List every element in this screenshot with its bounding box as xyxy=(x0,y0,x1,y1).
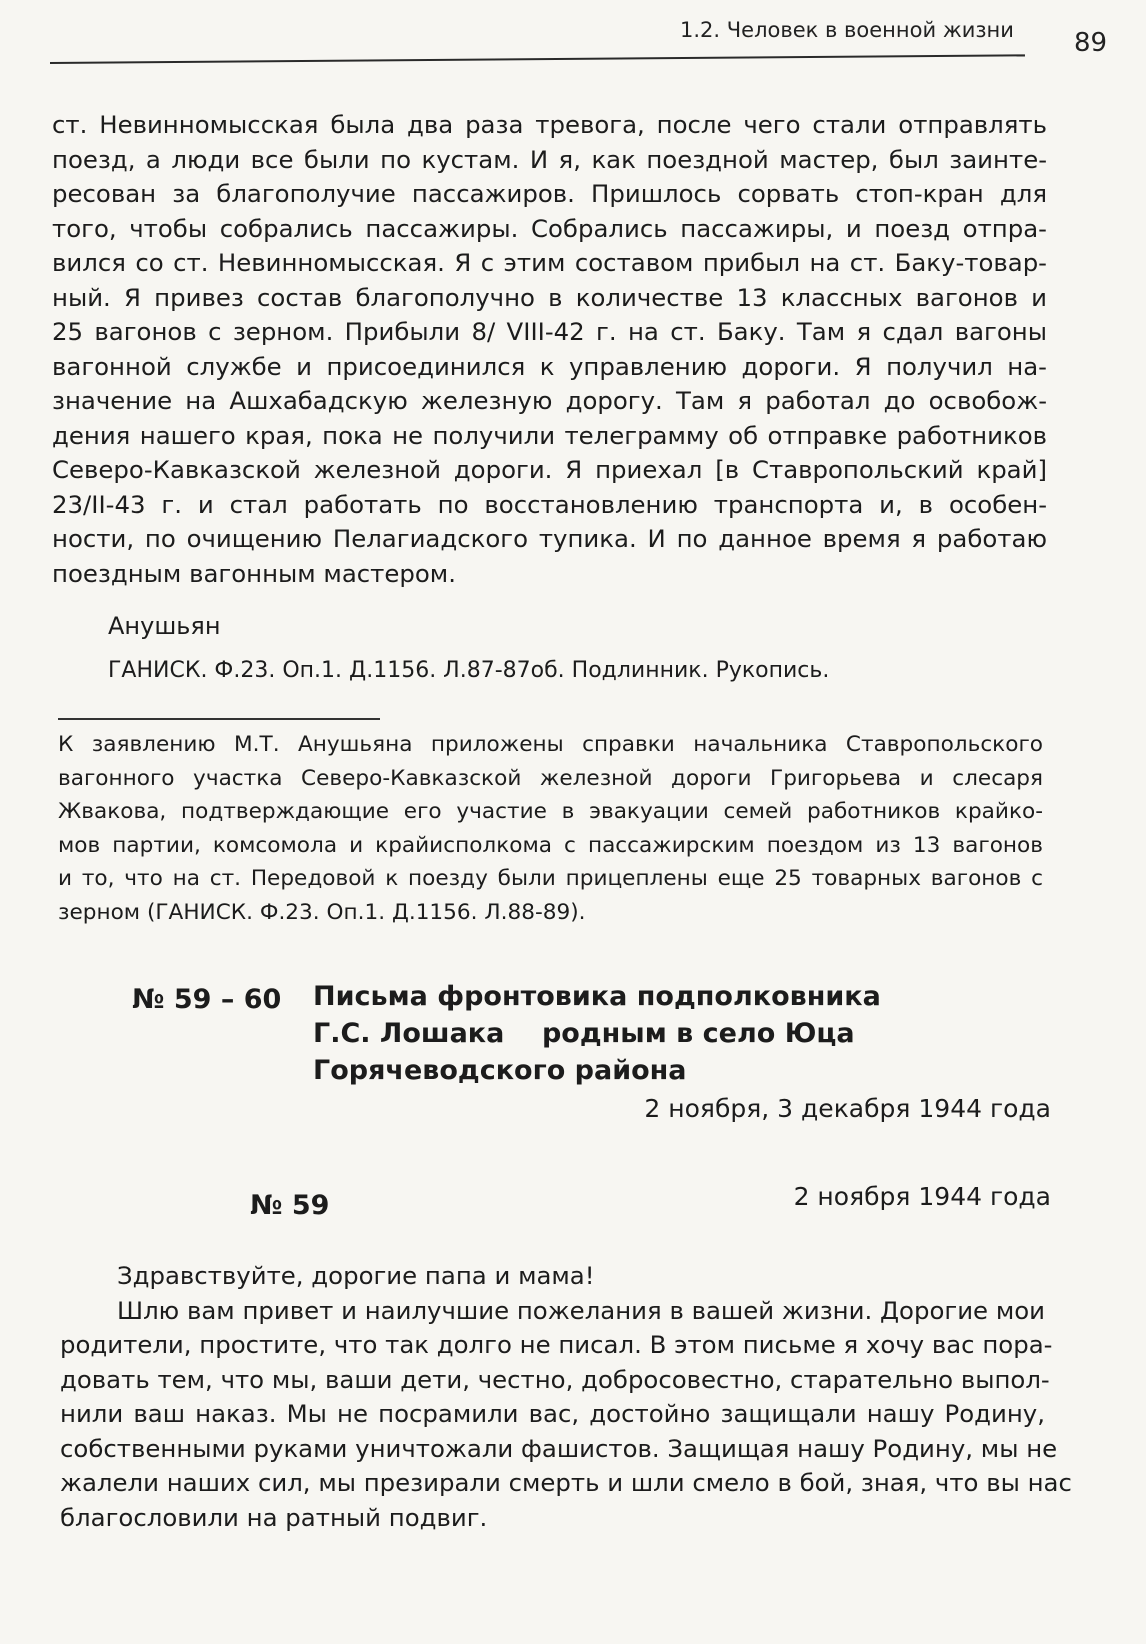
letter-line: довать тем, что мы, ваши дети, честно, добросовестно, старательно выпол- xyxy=(60,1364,1050,1394)
document-number-range: № 59 – 60 xyxy=(132,984,282,1015)
text-line: ст. Невинномысская была два раза тревога, после чего стали отправлять xyxy=(52,110,1047,139)
letter-line: жалели наших сил, мы презирали смерть и шли смело в бой, зная, что вы нас xyxy=(60,1468,1072,1497)
title-line: Письма фронтовика подполковника xyxy=(313,981,881,1012)
main-text xyxy=(52,108,1047,591)
footnote-line: и то, что на ст. Передовой к поезду были прицеплены еще 25 товарных вагонов с xyxy=(58,866,1043,891)
text-line: ресован за благополучие пассажиров. Пришлось сорвать стоп-кран для xyxy=(52,179,1047,208)
letter-line: благословили на ратный подвиг. xyxy=(60,1502,488,1532)
letter-greeting: Здравствуйте, дорогие папа и мама! xyxy=(117,1261,595,1290)
text-line: поездным вагонным мастером. xyxy=(52,558,456,588)
document-title xyxy=(313,978,881,1089)
text-line: значение на Ашхабадскую железную дорогу. Там я работал до освобож- xyxy=(52,386,1047,415)
footnote xyxy=(58,728,1043,929)
signature: Анушьян xyxy=(108,612,221,640)
text-line: ности, по очищению Пелагиадского тупика. И по данное время я работаю xyxy=(52,524,1047,553)
letter-line: нили ваш наказ. Мы не посрамили вас, достойно защищали нашу Родину, xyxy=(60,1399,1045,1428)
running-head: 1.2. Человек в военной жизни xyxy=(680,18,1014,42)
footnote-line: К заявлению М.Т. Анушьяна приложены справки начальника Ставропольского xyxy=(58,732,1043,757)
document-date: 2 ноября 1944 года xyxy=(793,1182,1051,1211)
text-line: ный. Я привез состав благополучно в количестве 13 классных вагонов и xyxy=(52,282,1047,312)
footnote-line: зерном (ГАНИСК. Ф.23. Оп.1. Д.1156. Л.88-89). xyxy=(58,899,586,925)
footnote-line: вагонного участка Северо-Кавказской железной дороги Григорьева и слесаря xyxy=(58,765,1043,791)
text-line: дения нашего края, пока не получили телеграмму об отправке работников xyxy=(52,420,1047,450)
letter-line: родители, простите, что так долго не писал. В этом письме я хочу вас пора- xyxy=(60,1330,1053,1359)
document-number: № 59 xyxy=(250,1190,330,1221)
page-number: 89 xyxy=(1074,28,1108,58)
text-line: поезд, а люди все были по кустам. И я, как поездной мастер, был заинте- xyxy=(52,144,1047,174)
text-line: Северо-Кавказской железной дороги. Я приехал [в Ставропольский край] xyxy=(52,455,1047,484)
footnote-line: мов партии, комсомола и крайисполкома с пассажирским поездом из 13 вагонов xyxy=(58,832,1043,858)
title-line: Горячеводского района xyxy=(313,1055,687,1086)
title-line: Г.С. Лошака родным в село Юца xyxy=(313,1018,855,1049)
header-rule xyxy=(50,54,1025,64)
text-line: вагонной службе и присоединился к управлению дороги. Я получил на- xyxy=(52,351,1047,381)
letter-line: Шлю вам привет и наилучшие пожелания в вашей жизни. Дорогие мои xyxy=(117,1295,1045,1325)
letter-line: собственными руками уничтожали фашистов. Защищая нашу Родину, мы не xyxy=(60,1433,1058,1463)
text-line: того, чтобы собрались пассажиры. Собрались пассажиры, и поезд отпра- xyxy=(52,213,1047,243)
footnote-line: Жвакова, подтверждающие его участие в эвакуации семей работников крайко- xyxy=(58,799,1043,824)
text-line: 23/II-43 г. и стал работать по восстановлению транспорта и, в особен- xyxy=(52,489,1047,519)
footnote-rule xyxy=(58,718,380,720)
text-line: 25 вагонов с зерном. Прибыли 8/ VIII-42 г. на ст. Баку. Там я сдал вагоны xyxy=(52,317,1047,346)
document-dates: 2 ноября, 3 декабря 1944 года xyxy=(644,1094,1051,1123)
archive-reference: ГАНИСК. Ф.23. Оп.1. Д.1156. Л.87-87об. Подлинник. Рукопись. xyxy=(108,658,830,683)
text-line: вился со ст. Невинномысская. Я с этим составом прибыл на ст. Баку-товар- xyxy=(52,248,1047,277)
letter-text xyxy=(60,1259,1072,1535)
